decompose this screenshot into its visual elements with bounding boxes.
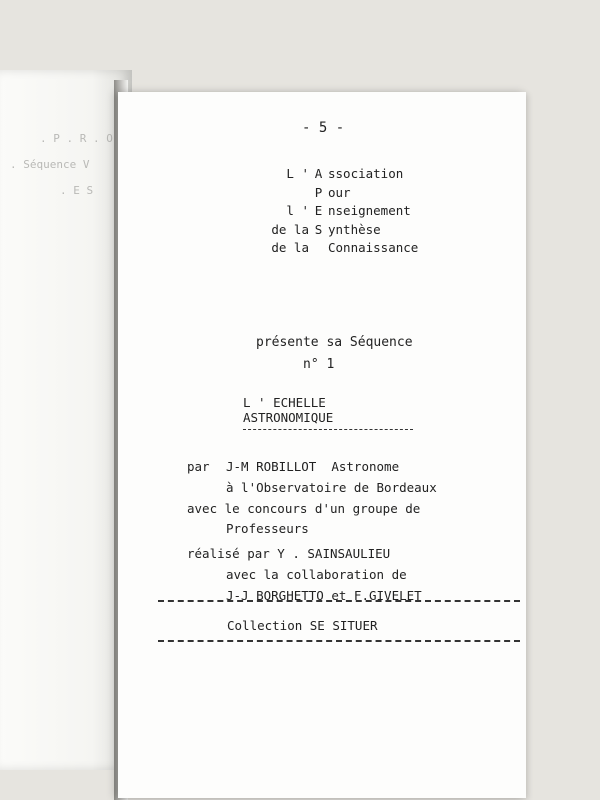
association-acronym-block xyxy=(243,165,418,258)
page-number: - 5 - xyxy=(302,120,345,136)
author-line: J-M ROBILLOT Astronome xyxy=(226,459,400,474)
presents-sequence: présente sa Séquence xyxy=(256,335,413,350)
association-line: P our xyxy=(314,184,351,200)
sequence-number: n° 1 xyxy=(303,357,335,372)
collaboration-line: avec la collaboration de xyxy=(226,567,407,582)
realisation-line: réalisé par Y . SAINSAULIEU xyxy=(187,546,391,561)
show-through-text: . Séquence V xyxy=(10,158,90,171)
collection-name: Collection SE SITUER xyxy=(227,618,378,633)
dashed-rule-top xyxy=(158,600,520,602)
association-line: de la Connaissance xyxy=(271,240,419,255)
association-line: l ' E nseignement xyxy=(286,203,411,218)
show-through-text: . P . R . O xyxy=(40,132,113,145)
by-label: par xyxy=(187,459,210,474)
author-line: Professeurs xyxy=(226,521,309,536)
show-through-text: . E S xyxy=(60,184,94,197)
author-line: avec le concours d'un groupe de xyxy=(187,501,421,516)
author-line: à l'Observatoire de Bordeaux xyxy=(226,480,437,495)
dashed-rule-bottom xyxy=(158,640,520,642)
document-title: L ' ECHELLE ASTRONOMIQUE xyxy=(243,395,413,430)
collaboration-line: J-J BORGHETTO et F.GIVELET xyxy=(226,588,422,603)
association-line: L ' A ssociation xyxy=(286,166,404,181)
left-page xyxy=(0,70,132,770)
association-line: de la S ynthèse xyxy=(271,221,381,237)
